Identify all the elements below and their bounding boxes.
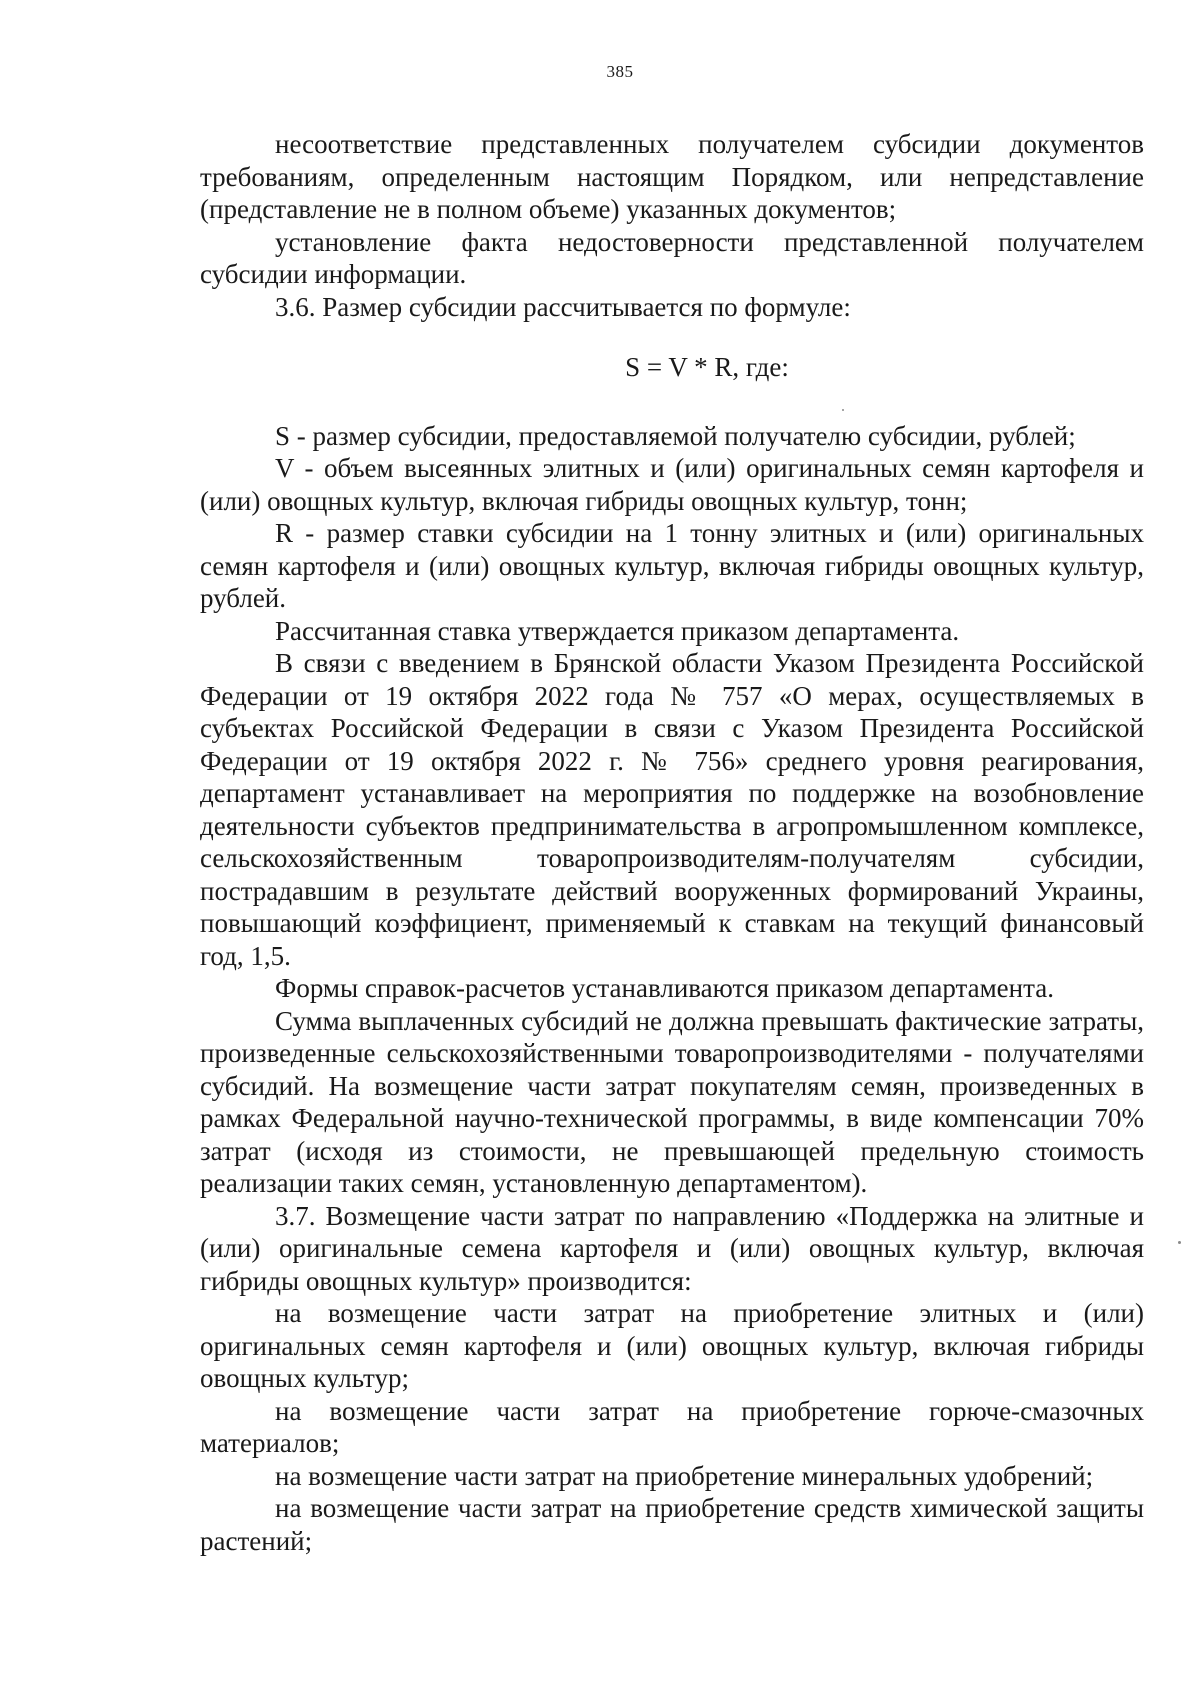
paragraph: несоответствие представленных получателем субсидии документов требованиям, определенным настоящим Порядком, или непредставление (представление не в полном объеме) указанных документов; <box>200 129 1144 224</box>
definition-v: V - объем высеянных элитных и (или) оригинальных семян картофеля и (или) овощных культур, включая гибриды овощных культур, тонн; <box>200 453 1144 516</box>
definition-s: S - размер субсидии, предоставляемой получателю субсидии, рублей; <box>275 420 1076 451</box>
scan-speck <box>1178 1241 1181 1244</box>
formula: S = V * R, где: <box>625 352 789 382</box>
scan-speck <box>842 409 844 411</box>
paragraph: В связи с введением в Брянской области Указом Президента Российской Федерации от 19 октября 2022 года № 757 «О мерах, осуществляемых в субъектах Российской Федерации в связи с Указом Президента Российской Федерации от 19 октября 2022 г. № 756» среднего уровня реагирования, департамент устанавливает на мероприятия по поддержке на возобновление деятельности субъектов предпринимательства в агропромышленном комплексе, сельскохозяйственным товаропроизводителям-получателям субсидии, пострадавшим в результате действий вооруженных формирований Украины, повышающий коэффициент, применяемый к ставкам на текущий финансовый год, 1,5. <box>200 648 1144 971</box>
document-body <box>200 128 1144 1557</box>
paragraph: Рассчитанная ставка утверждается приказом департамента. <box>275 615 960 646</box>
section-heading-3-7: 3.7. Возмещение части затрат по направлению «Поддержка на элитные и (или) оригинальные семена картофеля и (или) овощных культур, включая гибриды овощных культур» производится: <box>200 1200 1144 1296</box>
list-item: на возмещение части затрат на приобретение минеральных удобрений; <box>275 1460 1094 1491</box>
page-number: 385 <box>606 62 634 81</box>
list-item: на возмещение части затрат на приобретение элитных и (или) оригинальных семян картофеля и (или) овощных культур, включая гибриды овощных культур; <box>200 1298 1144 1393</box>
list-item: на возмещение части затрат на приобретение горюче-смазочных материалов; <box>200 1395 1144 1458</box>
paragraph: Формы справок-расчетов устанавливаются приказом департамента. <box>275 973 1054 1003</box>
definition-r: R - размер ставки субсидии на 1 тонну элитных и (или) оригинальных семян картофеля и (или) овощных культур, включая гибриды овощных культур, рублей. <box>200 518 1144 613</box>
paragraph: установление факта недостоверности представленной получателем субсидии информации. <box>200 226 1144 289</box>
section-heading-3-6: 3.6. Размер субсидии рассчитывается по формуле: <box>275 291 851 322</box>
list-item: на возмещение части затрат на приобретение средств химической защиты растений; <box>200 1493 1144 1556</box>
paragraph: Сумма выплаченных субсидий не должна превышать фактические затраты, произведенные сельскохозяйственными товаропроизводителями - получателями субсидий. На возмещение части затрат покупателям семян, произведенных в рамках Федеральной научно-технической программы, в виде компенсации 70% затрат (исходя из стоимости, не превышающей предельную стоимость реализации таких семян, установленную департаментом). <box>200 1005 1144 1198</box>
